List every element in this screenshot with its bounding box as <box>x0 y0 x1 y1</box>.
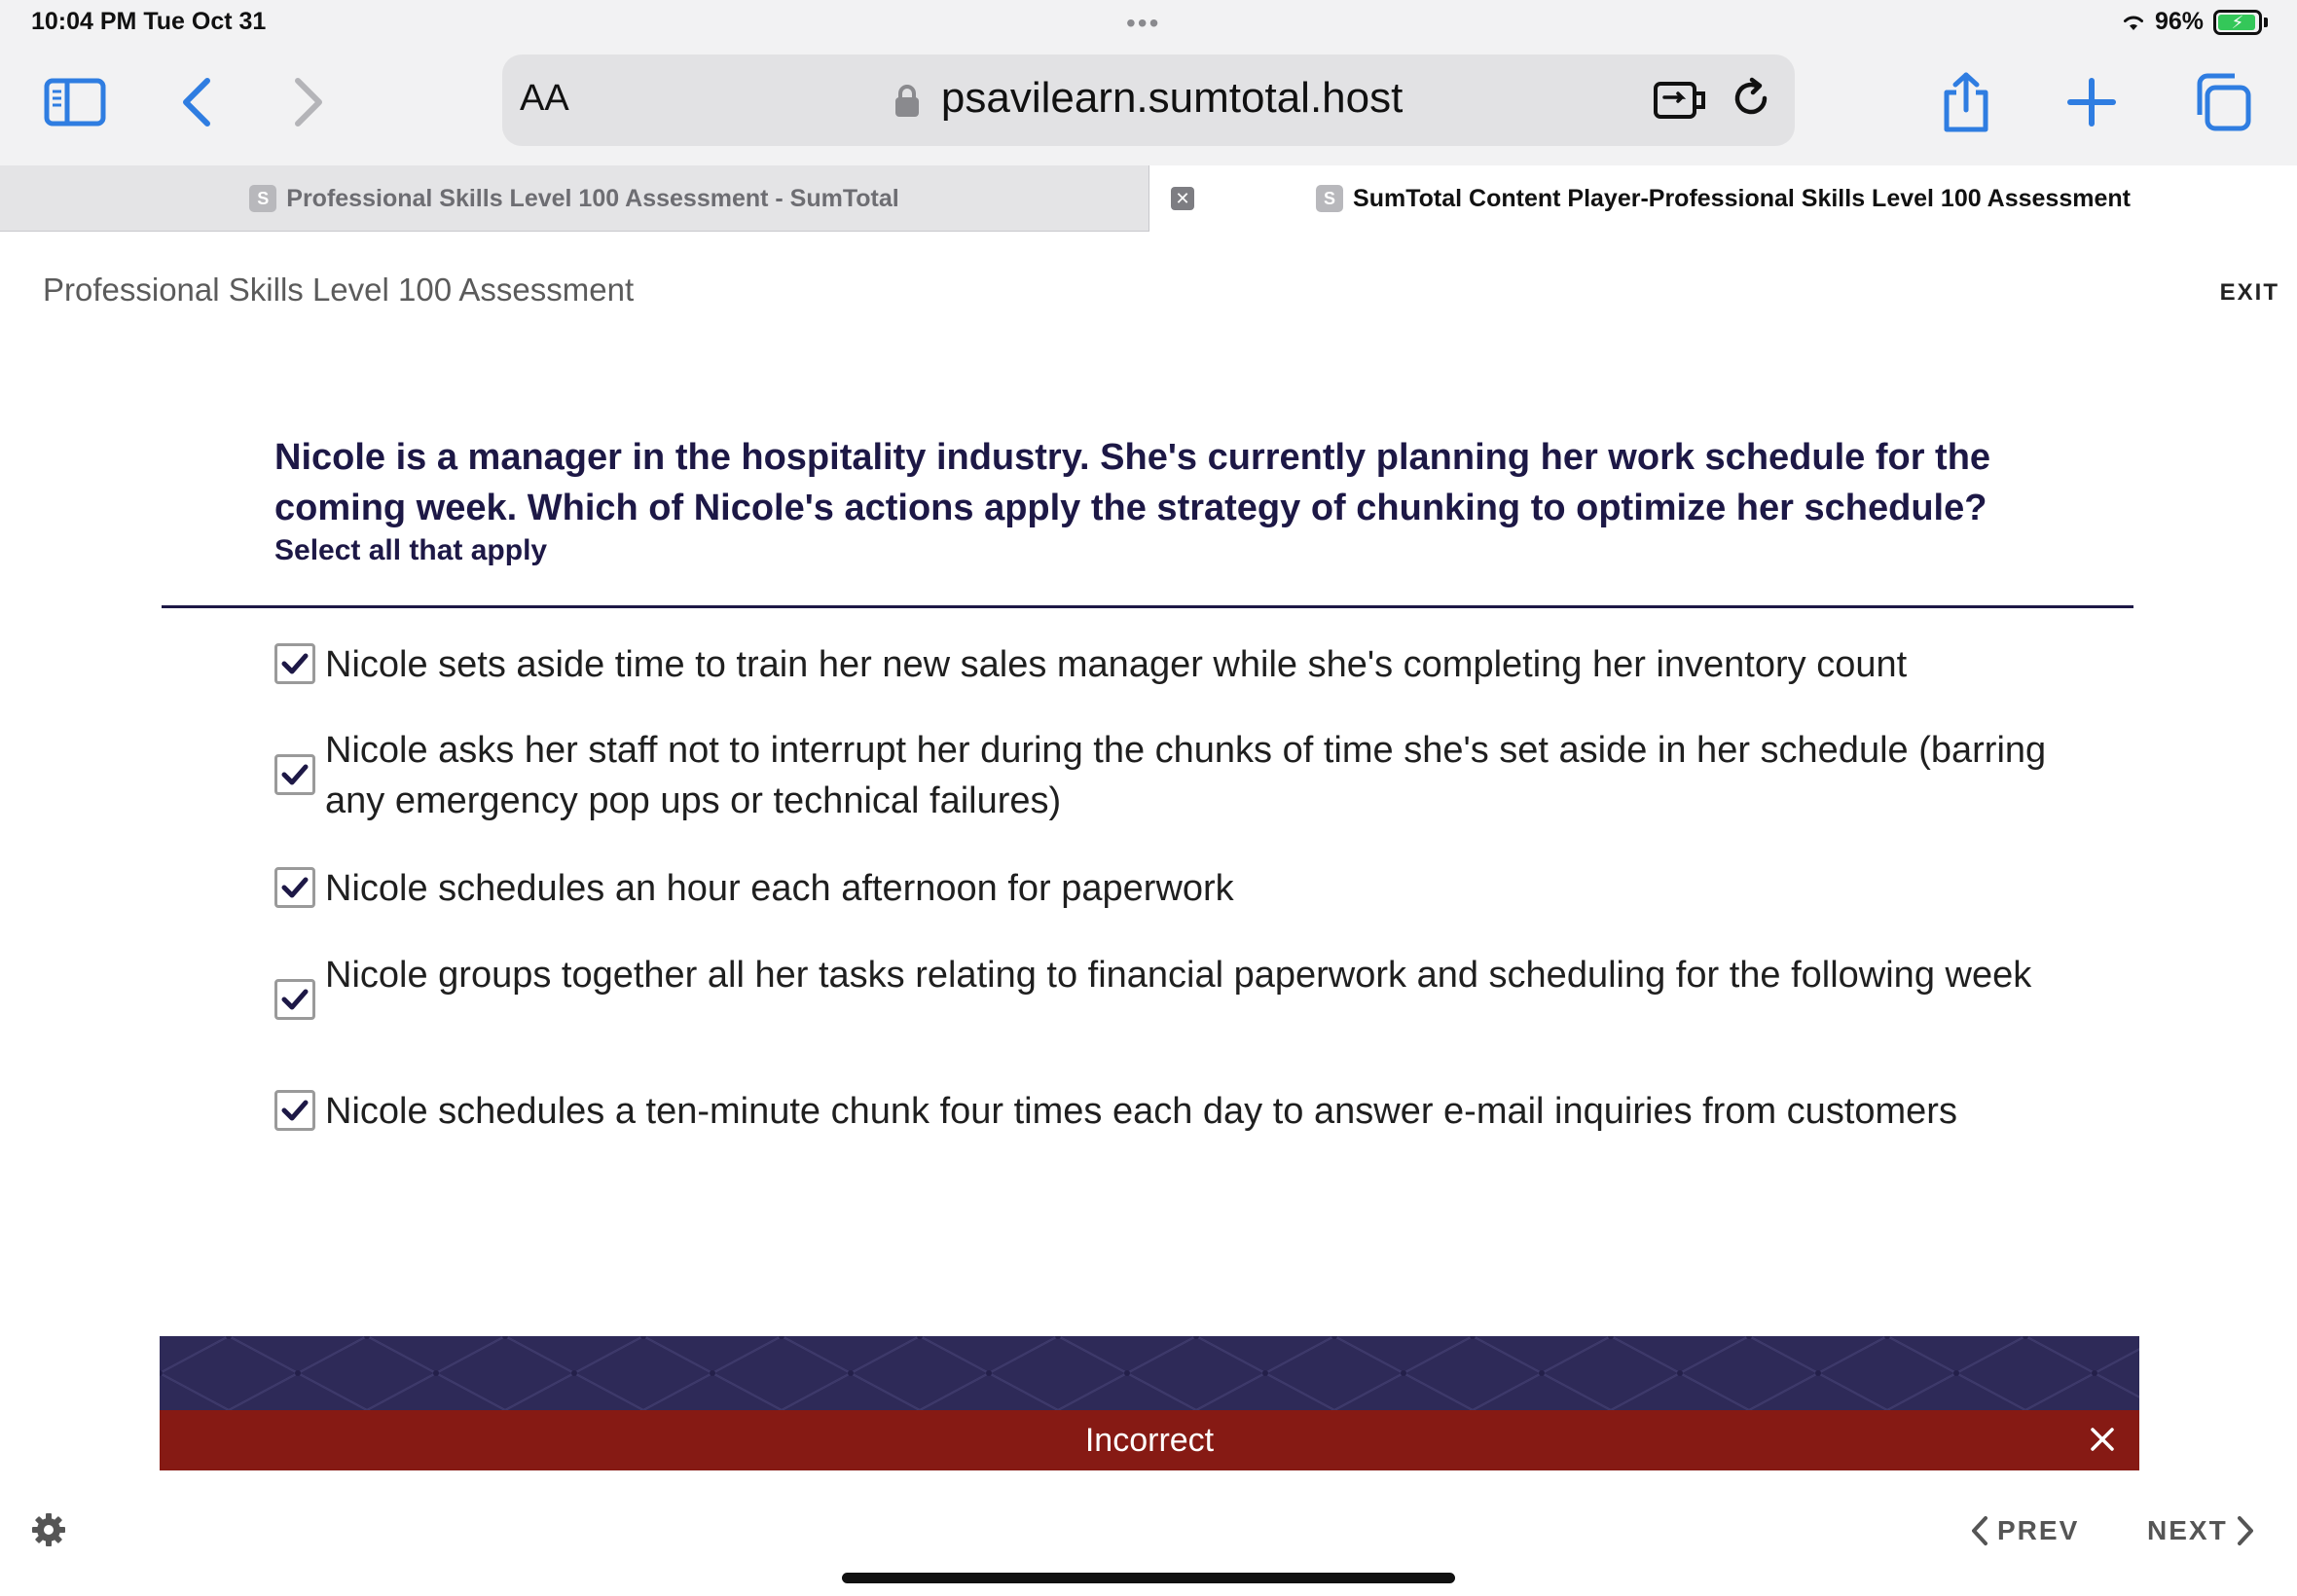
checkbox[interactable] <box>274 867 315 908</box>
browser-toolbar <box>0 49 2297 165</box>
option-label: Nicole schedules a ten-minute chunk four times each day to answer e-mail inquiries from customers <box>325 1091 1957 1132</box>
next-button[interactable] <box>2147 1515 2255 1546</box>
feedback-banner-pattern <box>160 1336 2139 1410</box>
prev-button[interactable] <box>1970 1515 2079 1546</box>
checkbox[interactable] <box>274 979 315 1020</box>
tab-title: Professional Skills Level 100 Assessment - SumTotal <box>286 184 899 212</box>
tab-assessment-sumtotal[interactable] <box>0 165 1148 232</box>
answer-option[interactable] <box>274 639 2077 690</box>
home-indicator[interactable] <box>842 1573 1455 1583</box>
option-label: Nicole schedules an hour each afternoon for paperwork <box>325 868 1234 909</box>
status-bar <box>0 0 2297 49</box>
option-label: Nicole sets aside time to train her new sales manager while she's completing her inventory count <box>325 644 1908 685</box>
content-player <box>0 233 2297 1596</box>
option-label: Nicole asks her staff not to interrupt her during the chunks of time she's set aside in her schedule (barring any emergency pop ups or technical failures) <box>325 730 2047 821</box>
gear-icon[interactable] <box>31 1512 66 1552</box>
checkmark-icon <box>281 876 309 899</box>
answer-option[interactable] <box>274 1086 2077 1137</box>
extension-icon[interactable] <box>1653 78 1707 127</box>
checkmark-icon <box>281 988 309 1011</box>
tabs-icon[interactable] <box>2188 68 2256 136</box>
option-label: Nicole groups together all her tasks relating to financial paperwork and scheduling for the following week <box>325 955 2032 996</box>
chevron-left-icon <box>1970 1515 1989 1546</box>
next-label: NEXT <box>2147 1515 2228 1545</box>
checkmark-icon <box>281 1099 309 1122</box>
feedback-bar <box>160 1410 2139 1470</box>
feedback-text: Incorrect <box>1084 1422 1215 1459</box>
checkbox[interactable] <box>274 1090 315 1131</box>
checkbox[interactable] <box>274 754 315 795</box>
answer-option[interactable] <box>274 725 2077 826</box>
status-right <box>2122 8 2268 36</box>
status-time: 10:04 PM Tue Oct 31 <box>31 8 267 35</box>
charging-bolt-icon: ⚡ <box>2231 12 2244 32</box>
multitasking-dots[interactable]: ••• <box>1126 8 1161 38</box>
chevron-right-icon <box>2236 1515 2255 1546</box>
url-text: psavilearn.sumtotal.host <box>940 74 1404 122</box>
address-bar[interactable] <box>502 54 1795 146</box>
text-size-button[interactable]: AA <box>520 78 569 119</box>
battery-percent: 96% <box>2154 8 2204 35</box>
close-icon[interactable] <box>2083 1420 2122 1464</box>
answer-option[interactable] <box>274 863 2077 914</box>
prev-label: PREV <box>1997 1515 2080 1545</box>
new-tab-icon[interactable] <box>2058 68 2126 136</box>
close-tab-icon[interactable]: ✕ <box>1171 187 1194 210</box>
url-display[interactable] <box>502 74 1795 123</box>
checkmark-icon <box>281 763 309 786</box>
reload-icon[interactable] <box>1729 76 1773 126</box>
share-icon[interactable] <box>1932 68 2000 136</box>
tab-strip <box>0 165 2297 232</box>
forward-icon[interactable] <box>274 68 343 136</box>
wifi-icon <box>2122 13 2145 32</box>
battery-icon <box>2213 10 2262 35</box>
answer-option[interactable] <box>274 950 2077 1020</box>
instruction-text: Select all that apply <box>274 534 548 566</box>
favicon-icon: S <box>249 185 276 212</box>
favicon-icon: S <box>1316 185 1343 212</box>
sidebar-icon[interactable] <box>41 68 109 136</box>
exit-button[interactable]: EXIT <box>2219 279 2279 306</box>
tab-content-player[interactable] <box>1148 165 2297 232</box>
divider <box>162 605 2133 608</box>
course-title: Professional Skills Level 100 Assessment <box>43 272 635 308</box>
lock-icon <box>894 83 920 118</box>
tab-title: SumTotal Content Player-Professional Skills Level 100 Assessment <box>1353 184 2131 212</box>
back-icon[interactable] <box>163 68 231 136</box>
checkmark-icon <box>281 652 309 675</box>
question-text: Nicole is a manager in the hospitality industry. She's currently planning her work schedule for the coming week. Which of Nicole's actions apply the strategy of chunking to optimize her schedule? <box>274 437 1991 528</box>
battery-tip <box>2264 18 2268 27</box>
checkbox[interactable] <box>274 643 315 684</box>
